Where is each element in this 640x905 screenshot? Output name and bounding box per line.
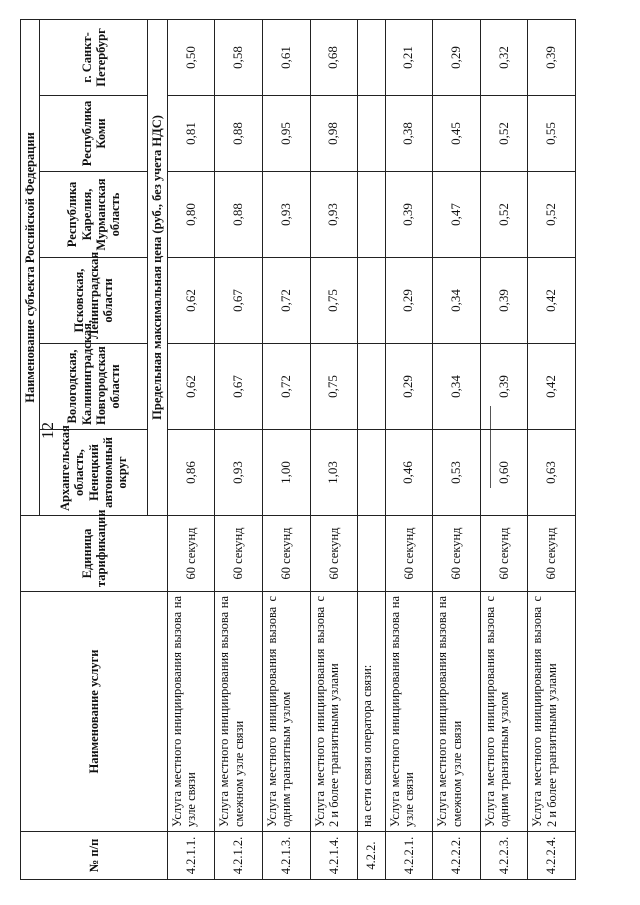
price-cell: 0,58: [215, 19, 263, 95]
price-cell: 0,45: [433, 96, 481, 172]
price-cell: 0,88: [215, 96, 263, 172]
price-cell: 0,62: [167, 344, 215, 430]
price-cell: 0,46: [385, 430, 433, 516]
header-service: Наименование услуги: [21, 592, 168, 832]
price-cell: 0,42: [528, 344, 576, 430]
price-cell: 0,80: [167, 172, 215, 258]
price-cell: 0,67: [215, 258, 263, 344]
header-region: г. Санкт-Петербург: [40, 19, 148, 95]
header-region: Вологодская, Калининградская, Новгородская области: [40, 344, 148, 430]
row-num: 4.2.1.1.: [167, 832, 215, 880]
empty-cell: [358, 430, 385, 516]
header-unit: Единица тарификации: [21, 516, 168, 592]
page-number: 12: [38, 422, 57, 439]
header-price-caption: Предельная максимальная цена (руб., без учета НДС): [148, 19, 167, 515]
price-cell: 0,52: [480, 172, 528, 258]
price-cell: 0,88: [215, 172, 263, 258]
row-unit: 60 секунд: [215, 516, 263, 592]
price-cell: 0,21: [385, 19, 433, 95]
empty-cell: [358, 344, 385, 430]
rotated-table-container: [20, 20, 576, 880]
empty-cell: [358, 96, 385, 172]
price-cell: 0,29: [433, 19, 481, 95]
empty-cell: [358, 172, 385, 258]
row-unit: 60 секунд: [262, 516, 310, 592]
price-cell: 0,50: [167, 19, 215, 95]
table-row: [433, 19, 481, 879]
price-cell: 0,98: [310, 96, 358, 172]
price-cell: 0,75: [310, 344, 358, 430]
price-cell: 0,93: [215, 430, 263, 516]
section-num: 4.2.2.: [358, 832, 385, 880]
price-cell: 0,75: [310, 258, 358, 344]
price-cell: 0,39: [480, 344, 528, 430]
row-unit: 60 секунд: [167, 516, 215, 592]
price-cell: 0,62: [167, 258, 215, 344]
price-cell: 0,93: [310, 172, 358, 258]
section-label: на сети связи оператора связи:: [358, 592, 385, 832]
empty-cell: [358, 258, 385, 344]
table-row: [528, 19, 576, 879]
price-cell: 0,34: [433, 258, 481, 344]
price-cell: 1,00: [262, 430, 310, 516]
tariff-table: [20, 19, 576, 880]
row-num: 4.2.2.2.: [433, 832, 481, 880]
price-cell: 0,34: [433, 344, 481, 430]
price-cell: 0,47: [433, 172, 481, 258]
header-region: Республика Карелия, Мурманская область: [40, 172, 148, 258]
table-row: [310, 19, 358, 879]
row-service: Услуга местного инициирования вызова с 2 и более транзитными узлами: [310, 592, 358, 832]
table-row: [262, 19, 310, 879]
price-cell: 0,93: [262, 172, 310, 258]
price-cell: 1,03: [310, 430, 358, 516]
price-cell: 0,53: [433, 430, 481, 516]
header-region: Псковская, Ленинградская области: [40, 258, 148, 344]
header-region: Республика Коми: [40, 96, 148, 172]
price-cell: 0,95: [262, 96, 310, 172]
row-service: Услуга местного инициирования вызова на узле связи: [167, 592, 215, 832]
row-service: Услуга местного инициирования вызова с одним транзитным узлом: [262, 592, 310, 832]
price-cell: 0,63: [528, 430, 576, 516]
row-service: Услуга местного инициирования вызова с одним транзитным узлом: [480, 592, 528, 832]
row-service: Услуга местного инициирования вызова на смежном узле связи: [433, 592, 481, 832]
price-cell: 0,38: [385, 96, 433, 172]
row-unit: 60 секунд: [433, 516, 481, 592]
row-unit: 60 секунд: [528, 516, 576, 592]
empty-cell: [358, 516, 385, 592]
row-num: 4.2.2.1.: [385, 832, 433, 880]
price-cell: 0,68: [310, 19, 358, 95]
price-cell: 0,60: [480, 430, 528, 516]
price-cell: 0,42: [528, 258, 576, 344]
row-unit: 60 секунд: [480, 516, 528, 592]
price-cell: 0,86: [167, 430, 215, 516]
price-cell: 0,67: [215, 344, 263, 430]
price-cell: 0,52: [480, 96, 528, 172]
price-cell: 0,39: [480, 258, 528, 344]
row-service: Услуга местного инициирования вызова на смежном узле связи: [215, 592, 263, 832]
header-region: Архангельская область, Ненецкий автономный округ: [40, 430, 148, 516]
price-cell: 0,29: [385, 258, 433, 344]
price-cell: 0,72: [262, 258, 310, 344]
price-cell: 0,52: [528, 172, 576, 258]
price-cell: 0,29: [385, 344, 433, 430]
price-cell: 0,72: [262, 344, 310, 430]
price-cell: 0,39: [385, 172, 433, 258]
row-unit: 60 секунд: [385, 516, 433, 592]
price-cell: 0,81: [167, 96, 215, 172]
price-cell: 0,32: [480, 19, 528, 95]
price-cell: 0,55: [528, 96, 576, 172]
row-num: 4.2.1.3.: [262, 832, 310, 880]
header-region-group: Наименование субъекта Российской Федерации: [21, 19, 40, 515]
table-row: [215, 19, 263, 879]
price-cell: 0,39: [528, 19, 576, 95]
table-row: [167, 19, 215, 879]
table-row: [480, 19, 528, 879]
row-service: Услуга местного инициирования вызова с 2 и более транзитными узлами: [528, 592, 576, 832]
table-row: [385, 19, 433, 879]
row-service: Услуга местного инициирования вызова на узле связи: [385, 592, 433, 832]
section-row: [358, 19, 385, 879]
row-num: 4.2.2.4.: [528, 832, 576, 880]
row-num: 4.2.1.4.: [310, 832, 358, 880]
price-cell: 0,61: [262, 19, 310, 95]
row-unit: 60 секунд: [310, 516, 358, 592]
row-num: 4.2.1.2.: [215, 832, 263, 880]
header-num: № п/п: [21, 832, 168, 880]
row-num: 4.2.2.3.: [480, 832, 528, 880]
empty-cell: [358, 19, 385, 95]
